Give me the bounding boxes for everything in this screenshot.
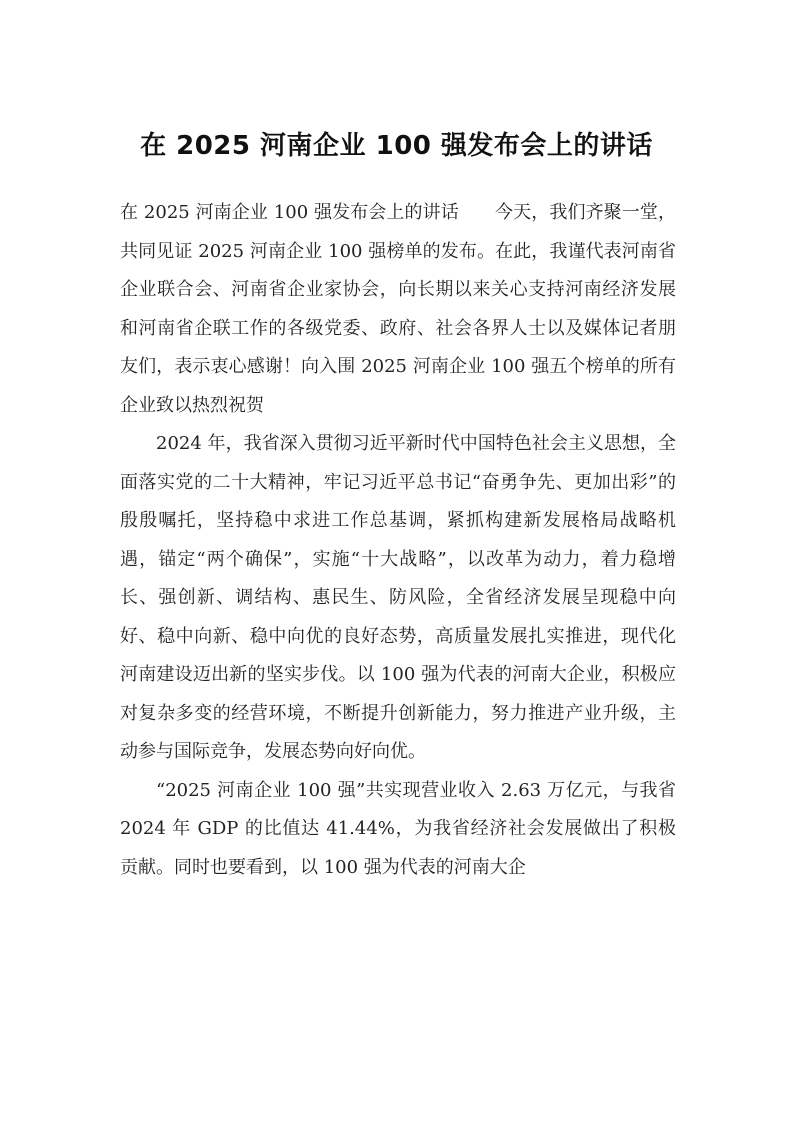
paragraph-1: 在 2025 河南企业 100 强发布会上的讲话 今天，我们齐聚一堂，共同见证 2025 河南企业 100 强榜单的发布。在此，我谨代表河南省企业联合会、河南省企业家协会，向长期以来关心支持河南经济发展和河南省企联工作的各级党委、政府、社会各界人士以及媒体记者朋友们，表示衷心感谢！向入围 2025 河南企业 100 强五个榜单的所有企业致以热烈祝贺 xyxy=(120,202,676,416)
document-title: 在 2025 河南企业 100 强发布会上的讲话 xyxy=(140,131,653,161)
document-body xyxy=(120,194,676,887)
paragraph-2: 2024 年，我省深入贯彻习近平新时代中国特色社会主义思想，全面落实党的二十大精神，牢记习近平总书记“奋勇争先、更加出彩”的殷殷嘱托，坚持稳中求进工作总基调，紧抓构建新发展格局战略机遇，锚定“两个确保”，实施“十大战略”，以改革为动力，着力稳增长、强创新、调结构、惠民生、防风险，全省经济发展呈现稳中向好、稳中向新、稳中向优的良好态势，高质量发展扎实推进，现代化河南建设迈出新的坚实步伐。以 100 强为代表的河南大企业，积极应对复杂多变的经营环境，不断提升创新能力，努力推进产业升级，主动参与国际竞争，发展态势向好向优。 xyxy=(120,433,676,762)
paragraph-3: “2025 河南企业 100 强”共实现营业收入 2.63 万亿元，与我省 2024 年 GDP 的比值达 41.44%，为我省经济社会发展做出了积极贡献。同时也要看到，以 100 强为代表的河南大企 xyxy=(120,779,676,878)
